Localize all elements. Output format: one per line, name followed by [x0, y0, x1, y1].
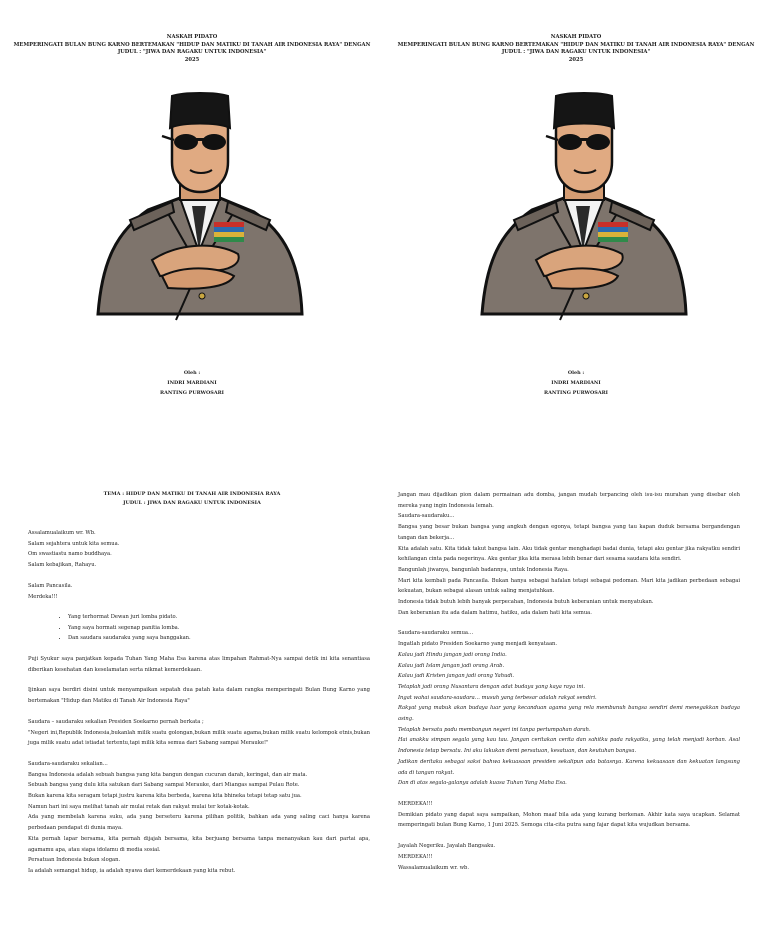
- soekarno-quote: "Negeri ini,Republik Indonesia,bukanlah milik suatu golongan,bukan milik suatu agama,bukan milik suatu kelompok etnis,bukan juga milik suatu adat istiadat tertentu,tapi milik kita semua dari Sabang sampai Merauke!": [28, 729, 370, 747]
- merdeka-line: MERDEKA!!!: [398, 800, 433, 807]
- salutation-item: • Yang terhormat Dewan juri lomba pidato.: [68, 612, 370, 623]
- cover-page-right: [384, 0, 768, 466]
- speech-line: Ingatlah pidato Presiden Soekarno yang menjadi kenyataan.: [398, 641, 558, 648]
- soekarno-quote-line: Dan di atas segala-galanya adalah kuasa Tuhan Yang Maha Esa.: [398, 780, 567, 787]
- speech-line: Saudara-saudaraku…: [398, 513, 455, 520]
- soekarno-portrait-illustration: [88, 92, 310, 322]
- greeting-line: Assalamualaikum wr. Wb.: [28, 530, 96, 536]
- paragraph-izin: Ijinkan saya berdiri disini untuk menyampaikan sepatah dua patah kata dalam rangka memperingati Bulan Bung Karno yang bertemakan "Hidup dan Matiku di Tanah Air Indonesia Raya": [28, 687, 370, 705]
- cover-branch: RANTING PURWOSARI: [544, 390, 608, 396]
- speech-line: Sebuah bangsa yang dulu kita satukan dari Sabang sampai Merauke, dari Miangas sampai Pulau Rote.: [28, 782, 300, 789]
- speech-line: Persatuan Indonesia bukan slogan.: [28, 857, 121, 864]
- cover-title: [0, 34, 384, 64]
- quote-intro: Saudara – saudaraku sekalian Presiden Soekarno pernah berkata ;: [28, 718, 204, 725]
- soekarno-quote-line: Ingat wahai saudara-saudara… musuh yang terbesar adalah rakyat sendiri.: [398, 694, 597, 701]
- closing-line: Wassalamualaikum wr. wb.: [398, 864, 470, 871]
- merdeka-line: Merdeka!!!: [28, 593, 58, 600]
- pancasila-line: Salam Pancasila.: [28, 582, 73, 589]
- cover-author: INDRI MARDIANI: [551, 380, 601, 386]
- salutation-item: • Dan saudara saudaraku yang saya banggakan.: [68, 633, 370, 644]
- paragraph-adu-domba: Jangan mau dijadikan pion dalam permainan adu domba, jangan mudah terpancing oleh isu-isu murahan yang disebar oleh mereka yang ingin Indonesia lemah.: [398, 492, 740, 509]
- cover-title-line: 2025: [184, 56, 200, 63]
- closing-line: Jayalah Negeriku. Jayalah Bangsaku.: [398, 843, 496, 850]
- cover-title-line: MEMPERINGATI BULAN BUNG KARNO BERTEMAKAN "HIDUP DAN MATIKU DI TANAH AIR INDONESIA RAYA" DENGAN: [397, 41, 755, 48]
- cover-by-label: Oleh :: [567, 370, 585, 376]
- soekarno-portrait-illustration: [472, 92, 694, 322]
- paragraph-kita-satu: Kita adalah satu. Kita tidak takut bangsa lain. Aku tidak gentar menghadapi badai dunia, tetapi aku gentar jika rakyatku sendiri kehilangan cinta pada negerinya. Aku gentar jika kita merasa lebih benar dari sesama saudara kita sendiri.: [398, 545, 740, 563]
- speech-line: Dan keberanian itu ada dalam hatimu, hatiku, ada dalam hati kita semua.: [398, 609, 592, 616]
- speech-line: Indonesia tidak butuh lebih banyak perpecahan, Indonesia butuh keberanian untuk menyatukan.: [398, 599, 654, 606]
- cover-author: INDRI MARDIANI: [167, 380, 217, 386]
- paragraph-pancasila: Mari kita kembali pada Pancasila. Bukan hanya sebagai hafalan tetapi sebagai pedoman. Mari kita jadikan perbedaan sebagai kekuatan, bukan sebagai alasan untuk saling menjatuhkan.: [398, 577, 740, 595]
- soekarno-quote-line: Tetaplah bersatu padu membangun negeri ini tanpa pertumpahan darah.: [398, 726, 591, 733]
- paragraph-syukur: Puji Syukur saya panjatkan kepada Tuhan Yang Maha Esa karena atas limpahan Rahmat-Nya sampai detik ini kita senantiasa diberikan kesehatan dan keselamatan serta nikmat kemerdekaan.: [28, 656, 370, 673]
- soekarno-quote-line: Jadikan deritaku sebagai saksi bahwa kekuasaan presiden sekalipun ada batasnya. Karena kekuasaan dan kekuatan langsung ada di tangan rakyat.: [398, 758, 740, 776]
- cover-title-line: MEMPERINGATI BULAN BUNG KARNO BERTEMAKAN "HIDUP DAN MATIKU DI TANAH AIR INDONESIA RAYA" DENGAN: [13, 41, 371, 48]
- paragraph-penutup: Demikian pidato yang dapat saya sampaikan, Mohon maaf bila ada yang kurang berkenan. Akhir kata saya ucapkan. Selamat memperingati bulan Bung Karno, 1 Juni 2025. Semoga cita-cita putra sang fajar dapat kita wujudkan bersama.: [398, 811, 740, 829]
- cover-author-block: [0, 368, 384, 398]
- soekarno-quote-line: Tetaplah jadi orang Nusantara dengan adat budaya yang kaya raya ini.: [398, 683, 585, 690]
- cover-author-block: [384, 368, 768, 398]
- salutation-item: • Yang saya hormati segenap panitia lomba.: [68, 623, 370, 634]
- cover-title-line: NASKAH PIDATO: [550, 34, 602, 40]
- speech-line: Saudara-saudaraku semua…: [398, 630, 474, 637]
- speech-line: Kita pernah lapar bersama, kita pernah dijajah bersama, kita berjuang bersama tanpa menanyakan kau dari partai apa, agamamu apa, atau siapa idolamu di media sosial.: [28, 835, 370, 853]
- speech-line: Bangunlah jiwanya, bangunlah badannya, untuk Indonesia Raya.: [398, 566, 569, 573]
- cover-title-line: 2025: [568, 56, 584, 63]
- speech-line: Ia adalah semangat hidup, ia adalah nyawa dari kemerdekaan yang kita rebut.: [28, 867, 236, 874]
- salutation-list: [28, 612, 370, 644]
- judul-line: JUDUL : JIWA DAN RAGAKU UNTUK INDONESIA: [123, 500, 261, 506]
- closing-line: MERDEKA!!!: [398, 853, 433, 860]
- soekarno-quote-line: Kalau jadi Islam jangan jadi orang Arab.: [398, 662, 505, 669]
- speech-line: Bukan karena kita seragam tetapi justru karena kita berbeda, karena kita bhineka tetapi tetap satu jua.: [28, 793, 302, 800]
- speech-line: Bangsa Indonesia adalah sebuah bangsa yang kita bangun dengan cucuran darah, keringat, dan air mata.: [28, 771, 308, 778]
- cover-branch: RANTING PURWOSARI: [160, 390, 224, 396]
- soekarno-quote-line: Rakyat yang mabuk akan budaya luar yang kecanduan agama yang rela membunuh bangsa sendiri demi menegakkan budaya asing.: [398, 705, 740, 723]
- cover-title-line: JUDUL : "JIWA DAN RAGAKU UNTUK INDONESIA": [117, 49, 267, 56]
- soekarno-quote-line: Kalau jadi Hindu jangan jadi orang India.: [398, 651, 507, 658]
- cover-title: [384, 34, 768, 64]
- cover-by-label: Oleh :: [183, 370, 201, 376]
- speech-line: Ada yang membelah karena suku, ada yang berseteru karena pilihan politik, bahkan ada yang saling caci hanya karena perbedaan pendapat di dunia maya.: [28, 814, 370, 832]
- greeting-line: Salam sejahtera untuk kita semua.: [28, 540, 120, 547]
- cover-title-line: NASKAH PIDATO: [166, 34, 218, 40]
- speech-page-right: [384, 490, 768, 910]
- soekarno-quote-line: Kalau jadi Kristen jangan jadi orang Yahudi.: [398, 673, 515, 680]
- cover-page-left: [0, 0, 384, 466]
- greeting-line: Om swastiastu namo buddhaya.: [28, 551, 112, 558]
- speech-text-left: [28, 528, 370, 877]
- speech-page-left: [0, 490, 384, 910]
- paragraph-bangsa: Bangsa yang besar bukan bangsa yang angkuh dengan egonya, tetapi bangsa yang tau kapan duduk bersama bergandengan tangan dan bekerja…: [398, 524, 740, 541]
- cover-title-line: JUDUL : "JIWA DAN RAGAKU UNTUK INDONESIA": [501, 49, 651, 56]
- speech-text-right: [398, 490, 740, 873]
- speech-line: Namun hari ini saya melihat tanah air mulai retak dan rakyat mulai ter kotak-kotak.: [28, 803, 250, 810]
- speech-line: Saudara-saudaraku sekalian…: [28, 760, 108, 767]
- speech-theme-heading: [0, 490, 384, 508]
- soekarno-quote-line: Hai anakku simpan segala yang kau tau. Jangan ceritakan cerita dan sahitku pada rakyatku, yang telah menjadi korban. Asal Indonesia tetap bersatu. Ini aku lakukan demi persatuan, kesatuan, dan keutuhan bangsa.: [398, 737, 740, 755]
- theme-line: TEMA : HIDUP DAN MATIKU DI TANAH AIR INDONESIA RAYA: [103, 491, 281, 497]
- greeting-line: Salam kebajikan, Rahayu.: [28, 562, 97, 569]
